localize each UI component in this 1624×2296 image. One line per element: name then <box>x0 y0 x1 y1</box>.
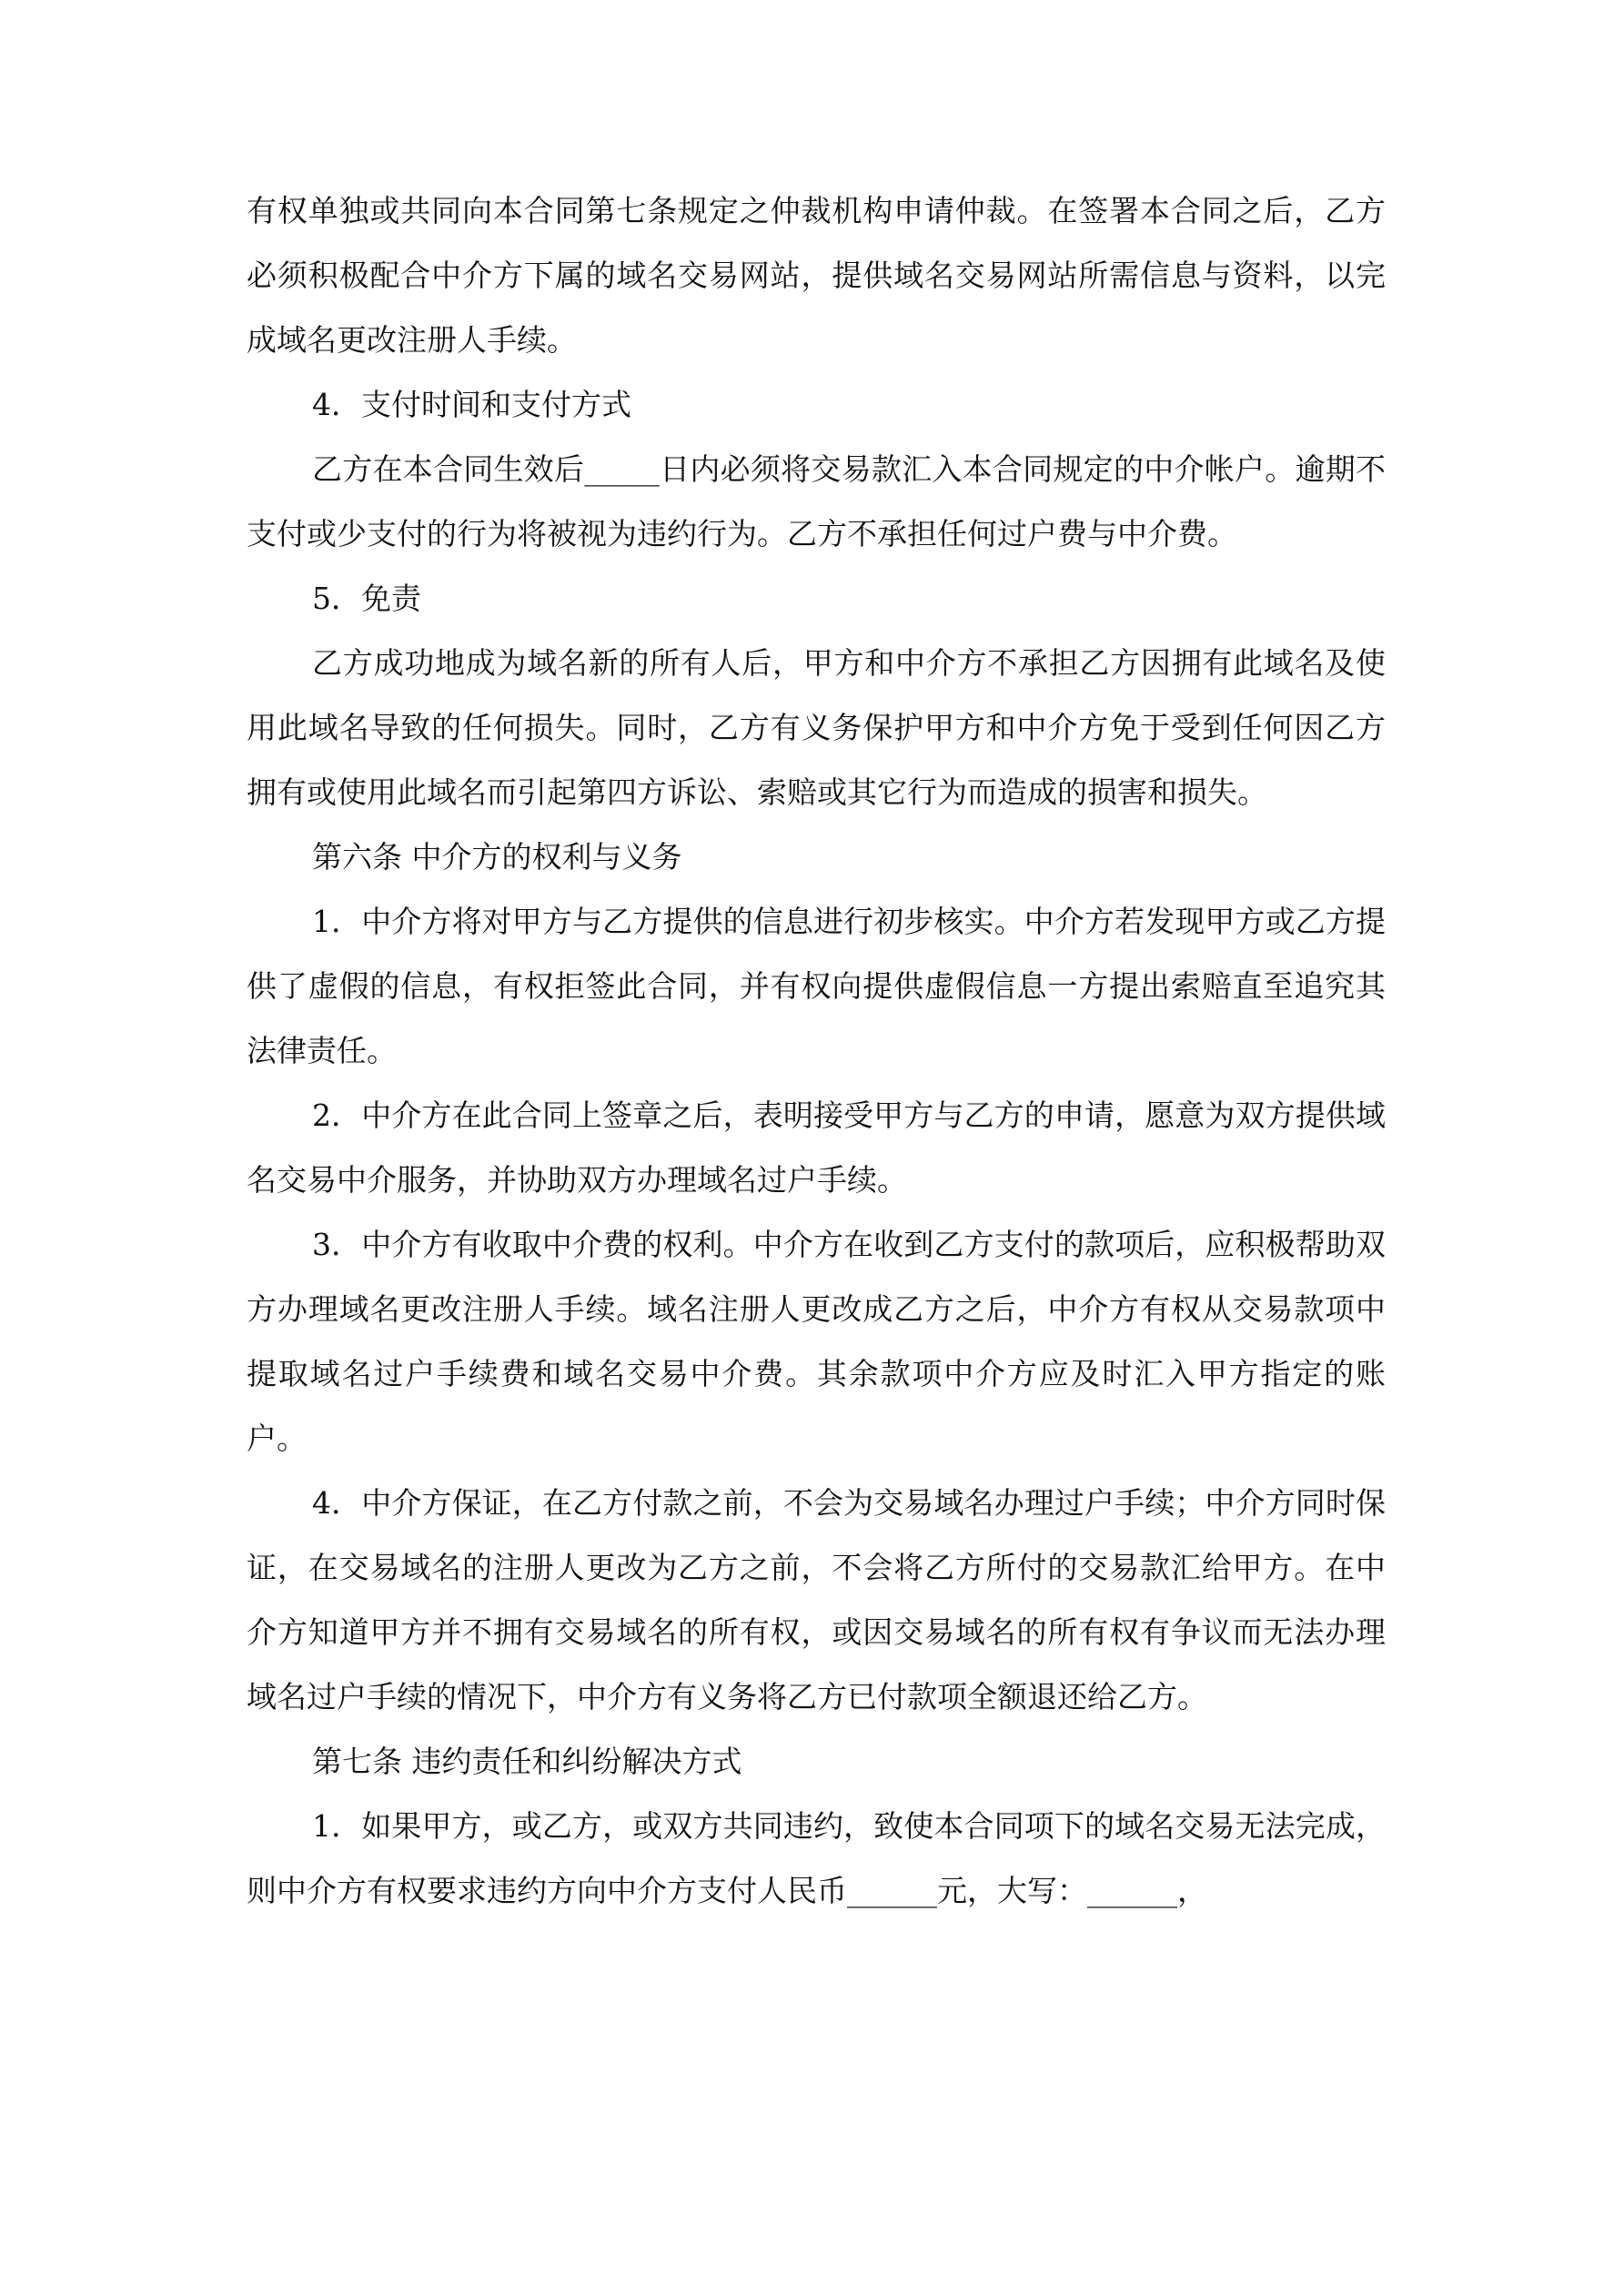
subheading-payment-time-method: 4．支付时间和支付方式 <box>312 387 631 422</box>
article-six-clause-3: 3．中介方有收取中介费的权利。中介方在收到乙方支付的款项后，应积极帮助双方办理域名更改注册人手续。域名注册人更改成乙方之后，中介方有权从交易款项中提取域名过户手续费和域名交易中介费。其余款项中介方应及时汇入甲方指定的账户。 <box>247 1227 1386 1456</box>
article-six-clause-4: 4．中介方保证，在乙方付款之前，不会为交易域名办理过户手续；中介方同时保证，在交易域名的注册人更改为乙方之前，不会将乙方所付的交易款汇给甲方。在中介方知道甲方并不拥有交易域名的所有权，或因交易域名的所有权有争议而无法办理域名过户手续的情况下，中介方有义务将乙方已付款项全额退还给乙方。 <box>247 1485 1386 1714</box>
article-seven-heading: 第七条 违约责任和纠纷解决方式 <box>312 1744 742 1779</box>
paragraph-payment-terms: 乙方在本合同生效后_____日内必须将交易款汇入本合同规定的中介帐户。逾期不支付或少支付的行为将被视为违约行为。乙方不承担任何过户费与中介费。 <box>247 451 1386 551</box>
article-seven-clause-1: 1．如果甲方，或乙方，或双方共同违约，致使本合同项下的域名交易无法完成，则中介方有权要求违约方向中介方支付人民币______元，大写：______， <box>247 1808 1386 1908</box>
article-six-heading: 第六条 中介方的权利与义务 <box>312 839 682 875</box>
article-six-clause-2: 2．中介方在此合同上签章之后，表明接受甲方与乙方的申请，愿意为双方提供域名交易中介服务，并协助双方办理域名过户手续。 <box>247 1097 1386 1198</box>
paragraph-arbitration-continuation: 有权单独或共同向本合同第七条规定之仲裁机构申请仲裁。在签署本合同之后，乙方必须积极配合中介方下属的域名交易网站，提供域名交易网站所需信息与资料，以完成域名更改注册人手续。 <box>247 193 1386 358</box>
document-body <box>247 178 1386 1923</box>
subheading-disclaimer: 5．免责 <box>312 581 421 616</box>
paragraph-disclaimer: 乙方成功地成为域名新的所有人后，甲方和中介方不承担乙方因拥有此域名及使用此域名导致的任何损失。同时，乙方有义务保护甲方和中介方免于受到任何因乙方拥有或使用此域名而引起第四方诉讼、索赔或其它行为而造成的损害和损失。 <box>247 645 1386 810</box>
article-six-clause-1: 1．中介方将对甲方与乙方提供的信息进行初步核实。中介方若发现甲方或乙方提供了虚假的信息，有权拒签此合同，并有权向提供虚假信息一方提出索赔直至追究其法律责任。 <box>247 904 1386 1068</box>
